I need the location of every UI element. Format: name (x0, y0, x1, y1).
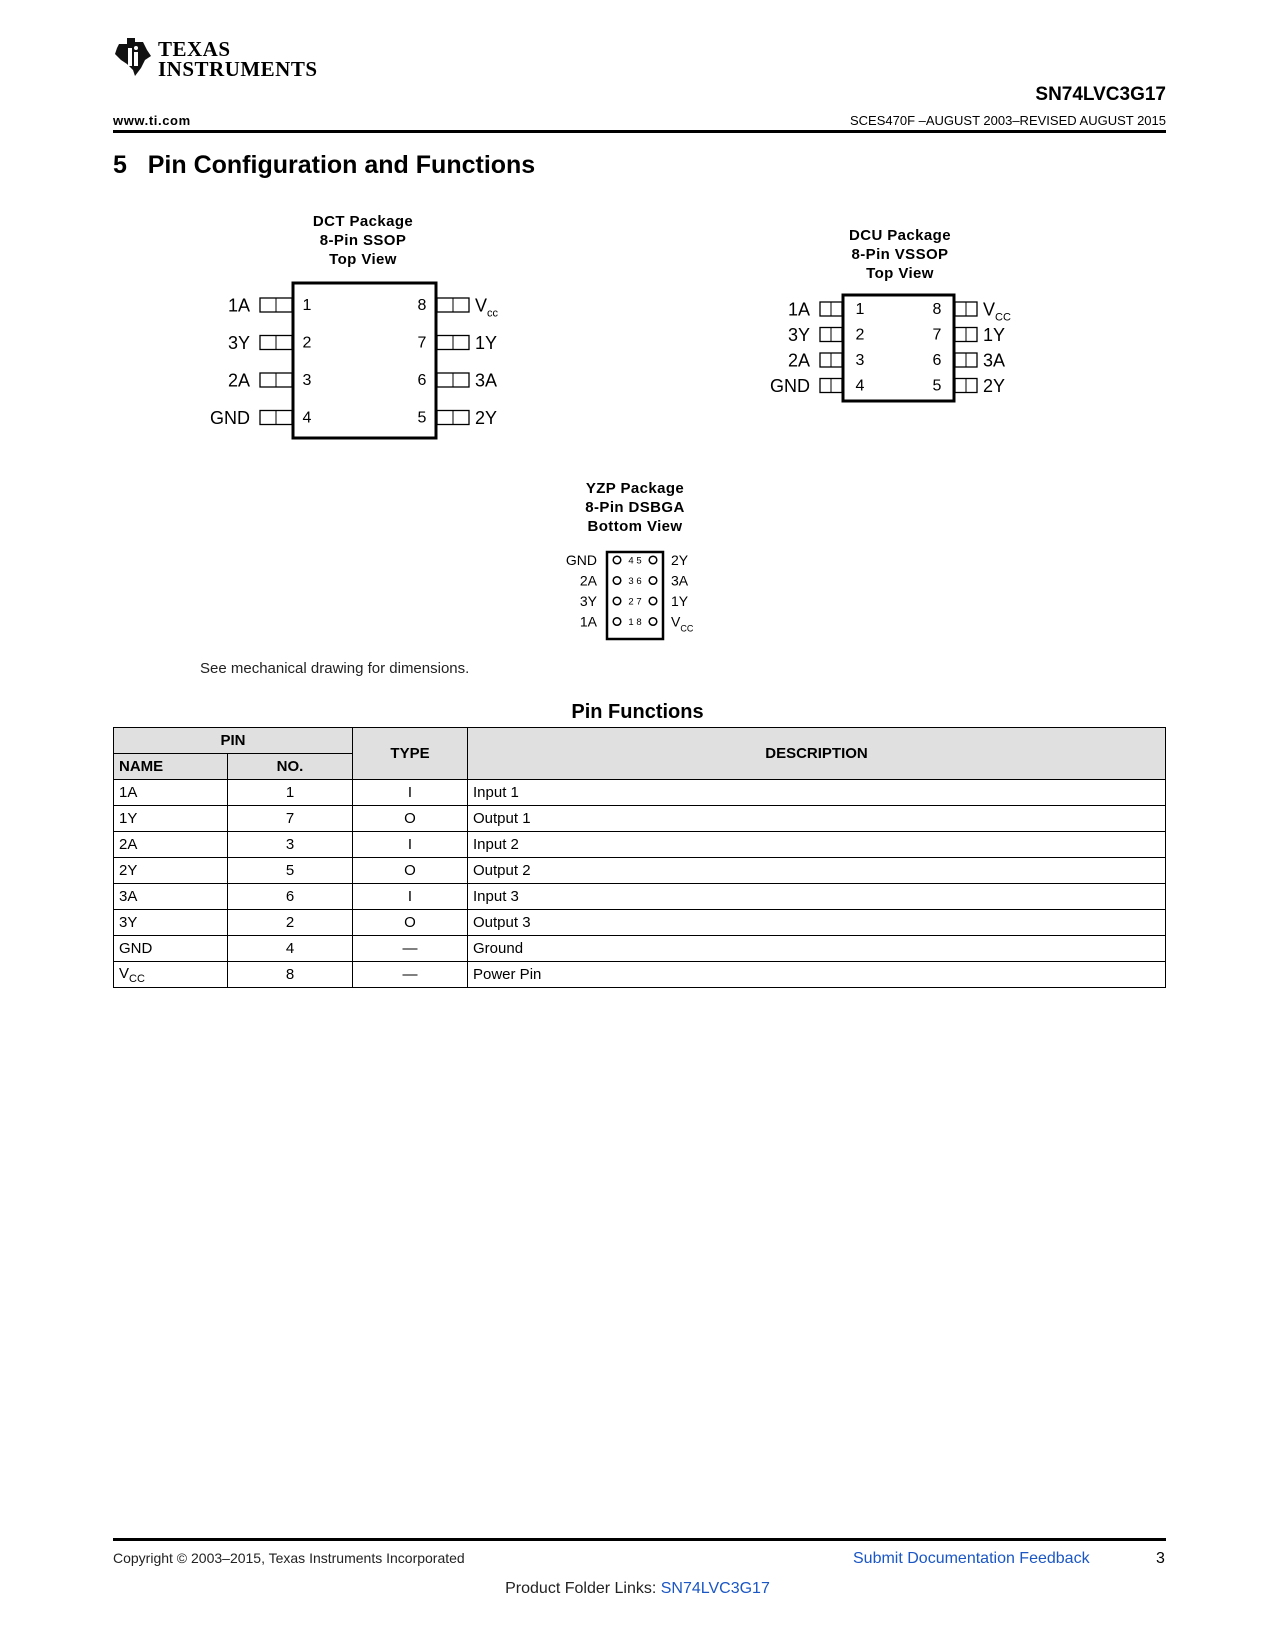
table-row (114, 936, 1166, 962)
pin-label: GND (770, 376, 810, 397)
dcu-title-line: Top View (866, 265, 934, 282)
pin-number: 8 (932, 301, 942, 318)
pin-number: 8 (417, 297, 427, 314)
pin-name: GND (114, 936, 228, 962)
pin-label: 1A (227, 295, 250, 316)
section-title: 5 Pin Configuration and Functions (113, 151, 536, 179)
pin-type: I (353, 780, 468, 806)
ball-label: 1Y (671, 593, 689, 609)
ball (649, 556, 657, 564)
name-header: NAME (114, 754, 228, 780)
part-number: SN74LVC3G17 (1035, 84, 1166, 105)
description-header: DESCRIPTION (468, 728, 1166, 780)
table-row (114, 884, 1166, 910)
dcu-package-title (800, 226, 1000, 283)
submit-feedback-link[interactable]: Submit Documentation Feedback (853, 1550, 1090, 1567)
footer-rule (113, 1538, 1166, 1541)
website-link[interactable]: www.ti.com (113, 113, 191, 128)
yzp-title-line: Bottom View (587, 518, 683, 535)
dct-title-line: Top View (329, 251, 397, 268)
dct-title-line: 8-Pin SSOP (319, 232, 407, 249)
pin-type: I (353, 832, 468, 858)
pin-number: 1 (228, 780, 353, 806)
pin-number: 5 (417, 409, 427, 427)
pin-description: Output 1 (468, 806, 1166, 832)
ball (613, 556, 621, 564)
mechanical-note: See mechanical drawing for dimensions. (200, 660, 470, 677)
pin-name: 3A (114, 884, 228, 910)
ball-label: $V_{CC}$ (671, 613, 694, 634)
dct-body (293, 283, 436, 438)
pin-number: 4 (855, 377, 865, 395)
pin-header: PIN (114, 728, 353, 754)
ball (613, 597, 621, 605)
pin-description: Power Pin (468, 962, 1166, 988)
pin-label: 1Y (983, 325, 1006, 346)
pin-label: $V_{cc}$ (475, 295, 499, 320)
yzp-pins (566, 552, 694, 634)
pin-functions-title: Pin Functions (571, 701, 704, 723)
yzp-title-line: 8-Pin DSBGA (585, 499, 685, 516)
product-folder-links (0, 1580, 1275, 1598)
page-number: 3 (1156, 1550, 1165, 1567)
pin-number: 4 (302, 409, 312, 427)
pin-type: — (353, 936, 468, 962)
ball-number: 2 7 (628, 596, 642, 608)
pin-number: 6 (228, 884, 353, 910)
pin-type: O (353, 806, 468, 832)
pin-description: Ground (468, 936, 1166, 962)
pin-description: Output 3 (468, 910, 1166, 936)
product-folder-link[interactable]: SN74LVC3G17 (660, 1580, 770, 1597)
table-row (114, 806, 1166, 832)
pin-number: 2 (855, 326, 865, 344)
product-folder-label: Product Folder Links: (505, 1580, 661, 1597)
ball (613, 618, 621, 626)
no-header: NO. (228, 754, 353, 780)
yzp-package-title (535, 479, 735, 536)
pin-name: 3Y (114, 910, 228, 936)
pin-number: 8 (228, 962, 353, 988)
pin-type: I (353, 884, 468, 910)
ball-label: 2A (579, 572, 597, 589)
type-header: TYPE (353, 728, 468, 780)
table-row (114, 962, 1166, 988)
copyright: Copyright © 2003–2015, Texas Instruments Incorporated (113, 1550, 465, 1566)
dcu-title-line: DCU Package (849, 227, 951, 244)
pin-label: $V_{CC}$ (983, 299, 1011, 324)
dcu-title-line: 8-Pin VSSOP (851, 246, 949, 263)
pin-description: Input 2 (468, 832, 1166, 858)
pin-number: 7 (932, 326, 942, 344)
pin-description: Input 1 (468, 780, 1166, 806)
pin-name: 1A (114, 780, 228, 806)
ball-number: 4 5 (628, 555, 642, 567)
table-row (114, 910, 1166, 936)
pin-label: 1A (787, 299, 810, 320)
dcu-pins (770, 300, 1011, 397)
pin-number: 2 (228, 910, 353, 936)
pin-name: 1Y (114, 806, 228, 832)
table-row (114, 858, 1166, 884)
pin-name: 2Y (114, 858, 228, 884)
yzp-title-line: YZP Package (585, 480, 685, 497)
pin-label: 2A (227, 370, 250, 391)
pin-number: 6 (932, 352, 942, 369)
pin-number: 3 (855, 352, 865, 369)
pin-label: 2A (787, 350, 810, 371)
pin-label: 2Y (475, 408, 498, 429)
ball (649, 618, 657, 626)
pin-label: 3Y (787, 325, 810, 346)
table-row (114, 832, 1166, 858)
pin-label: 3Y (227, 333, 250, 354)
ball (613, 577, 621, 585)
pin-type: O (353, 858, 468, 884)
pin-name: $V_{CC}$ (114, 962, 228, 988)
pin-description: Input 3 (468, 884, 1166, 910)
pin-label: 3A (475, 370, 498, 391)
ball-label: 1A (579, 613, 597, 630)
ball (649, 577, 657, 585)
pin-number: 3 (228, 832, 353, 858)
pin-number: 4 (228, 936, 353, 962)
ball-label: GND (565, 552, 597, 568)
pin-number: 3 (302, 372, 312, 389)
pin-label: 1Y (475, 333, 498, 354)
pin-number: 7 (228, 806, 353, 832)
ball-number: 3 6 (628, 576, 642, 587)
pin-number: 6 (417, 372, 427, 389)
ball-number: 1 8 (628, 617, 642, 628)
logo-line-1: TEXAS (158, 37, 231, 61)
pin-label: 2Y (983, 376, 1006, 397)
ball-label: 2Y (671, 552, 689, 568)
pin-description: Output 2 (468, 858, 1166, 884)
pin-number: 7 (417, 334, 427, 352)
pin-name: 2A (114, 832, 228, 858)
table-row (114, 780, 1166, 806)
pin-label: GND (210, 408, 250, 429)
pin-functions-table (113, 727, 1166, 988)
pin-type: O (353, 910, 468, 936)
pin-number: 5 (932, 377, 942, 395)
pin-number: 2 (302, 334, 312, 352)
ball-label: 3A (671, 572, 689, 589)
dct-title-line: DCT Package (312, 213, 414, 230)
dct-pins (210, 296, 499, 429)
logo-line-2: INSTRUMENTS (158, 57, 318, 81)
pin-number: 1 (302, 297, 312, 314)
pin-number: 5 (228, 858, 353, 884)
pin-number: 1 (855, 301, 865, 318)
document-id: SCES470F –AUGUST 2003–REVISED AUGUST 2015 (849, 113, 1166, 128)
pin-type: — (353, 962, 468, 988)
pin-label: 3A (983, 350, 1006, 371)
ball-label: 3Y (579, 593, 597, 609)
ball (649, 597, 657, 605)
